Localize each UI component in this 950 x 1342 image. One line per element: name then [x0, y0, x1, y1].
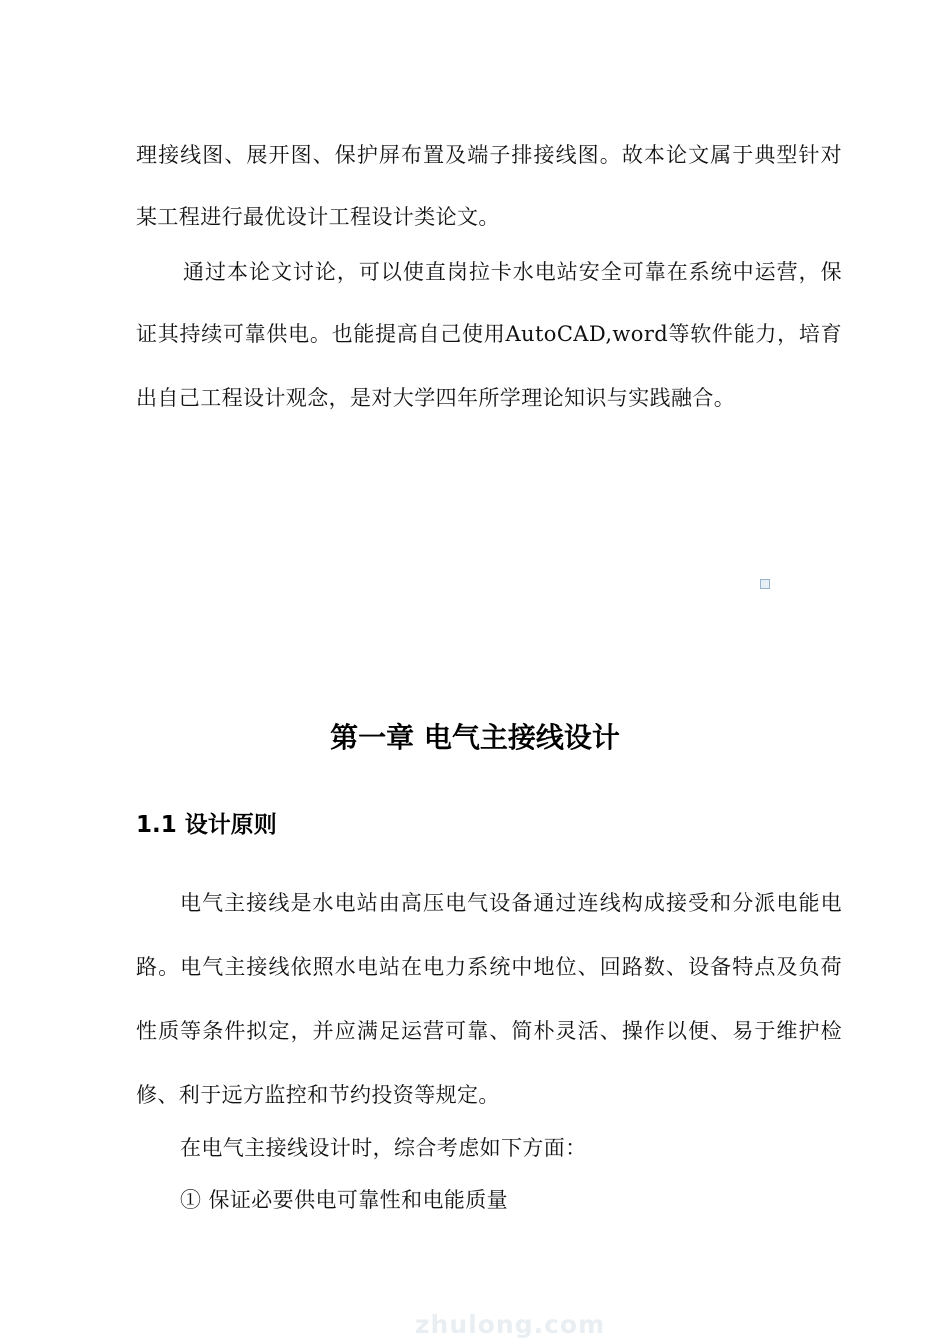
chapter-title: 第一章 电气主接线设计 — [330, 721, 620, 754]
principle-line-2: 路。电气主接线依照水电站在电力系统中地位、回路数、设备特点及负荷 — [136, 955, 842, 979]
purpose-line-2: 证其持续可靠供电。也能提高自己使用AutoCAD,word等软件能力，培育 — [136, 322, 842, 346]
principle-line-3: 性质等条件拟定，并应满足运营可靠、简朴灵活、操作以便、易于维护检 — [136, 1019, 842, 1043]
principle-line-1: 电气主接线是水电站由高压电气设备通过连线构成接受和分派电能电 — [180, 891, 842, 915]
intro-line-1: 理接线图、展开图、保护屏布置及端子排接线图。故本论文属于典型针对 — [136, 143, 842, 167]
purpose-line-1: 通过本论文讨论，可以使直岗拉卡水电站安全可靠在系统中运营，保 — [183, 260, 842, 284]
embedded-object-icon — [760, 579, 770, 589]
purpose-line-3: 出自己工程设计观念，是对大学四年所学理论知识与实践融合。 — [136, 386, 736, 410]
list-item-1: ① 保证必要供电可靠性和电能质量 — [180, 1188, 509, 1212]
principle-line-4: 修、利于远方监控和节约投资等规定。 — [136, 1083, 500, 1107]
section-title: 1.1 设计原则 — [136, 812, 277, 838]
site-watermark: zhulong.com — [415, 1310, 606, 1339]
intro-line-2: 某工程进行最优设计工程设计类论文。 — [136, 205, 500, 229]
considerations-intro: 在电气主接线设计时，综合考虑如下方面： — [180, 1136, 587, 1160]
